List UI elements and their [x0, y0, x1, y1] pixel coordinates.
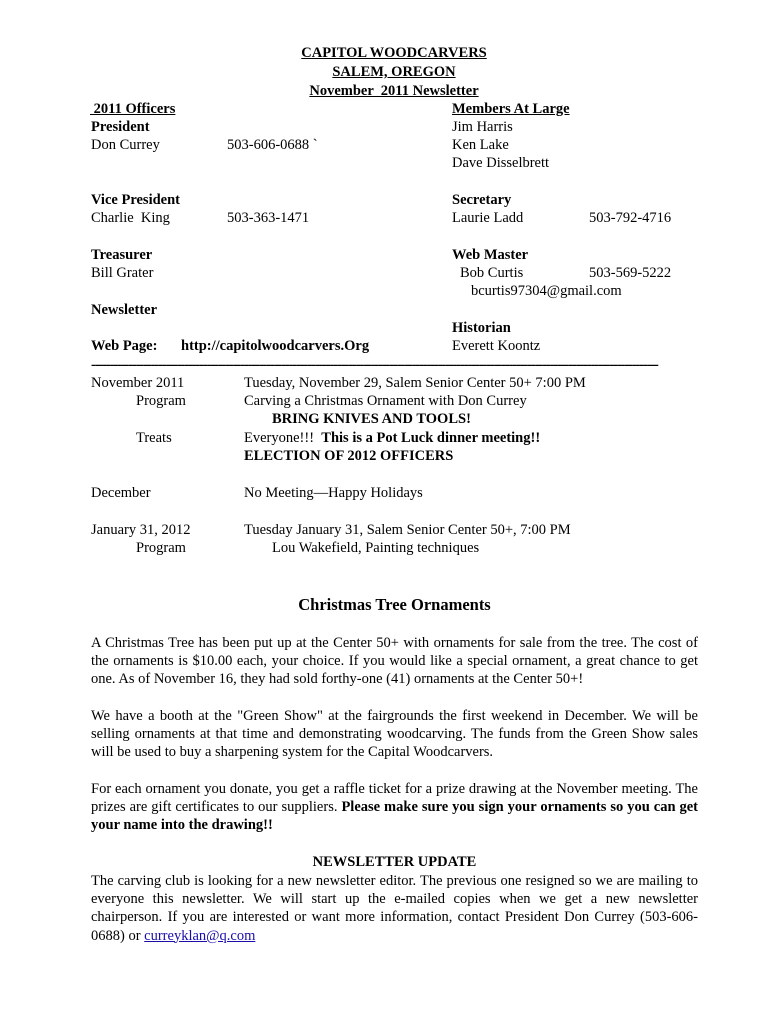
nov-meeting: Tuesday, November 29, Salem Senior Center 50+ 7:00 PM — [244, 375, 586, 391]
nov-program: Carving a Christmas Ornament with Don Currey — [244, 393, 527, 409]
club-city: SALEM, OREGON — [332, 64, 456, 80]
bring-tools-notice: BRING KNIVES AND TOOLS! — [272, 411, 471, 427]
webmaster-phone: 503-569-5222 — [589, 265, 672, 281]
raffle-text: For each ornament you donate, you get a raffle ticket for a prize drawing at the November meeting. The prizes are gift certificates to our suppliers. — [91, 781, 698, 816]
dec-meeting: No Meeting—Happy Holidays — [244, 485, 423, 501]
webmaster-email: bcurtis97304@gmail.com — [471, 283, 622, 299]
webmaster-label: Web Master — [452, 247, 529, 263]
secretary-label: Secretary — [452, 192, 512, 208]
jan-program-label: Program — [136, 540, 186, 556]
jan-label: January 31, 2012 — [91, 522, 191, 538]
ornaments-paragraph-2: We have a booth at the "Green Show" at the fairgrounds the first weekend in December. We will be selling ornaments at that time and demonstrating woodcarving. The funds from the Green Show sales will be used to buy a sharpening system for the Capital Woodcarvers. — [91, 708, 698, 761]
update-text: The carving club is looking for a new newsletter editor. The previous one resigned so we are mailing to everyone this newsletter. We will start up the e-mailed copies when we get a new newsletter chairperson. If you are interested or want more information, contact President Don Currey (503-606-0688) or — [91, 873, 698, 944]
vp-label: Vice President — [91, 192, 180, 208]
newsletter-issue: November 2011 Newsletter — [309, 83, 479, 99]
sign-ornaments-notice: Please make sure you sign your ornaments so you can get your name into the drawing!! — [91, 799, 698, 834]
president-phone: 503-606-0688 ` — [227, 137, 318, 153]
officers-heading: 2011 Officers — [90, 101, 176, 117]
ornaments-paragraph-1: A Christmas Tree has been put up at the Center 50+ with ornaments for sale from the tree. The cost of the ornaments is $10.00 each, your choice. If you would like a special ornament, a great chance to get one. As of November 16, they had sold forthy-one (41) ornaments at the Center 50+! — [91, 635, 698, 688]
newsletter-update-body — [91, 872, 698, 945]
historian-name: Everett Koontz — [452, 338, 541, 354]
newsletter-label: Newsletter — [91, 302, 158, 318]
members-at-large-heading: Members At Large — [452, 101, 570, 117]
webmaster-name: Bob Curtis — [460, 265, 524, 281]
president-name: Don Currey — [91, 137, 160, 153]
contact-email-link[interactable]: curreyklan@q.com — [144, 927, 256, 944]
member-2: Ken Lake — [452, 137, 509, 153]
jan-program: Lou Wakefield, Painting techniques — [272, 540, 480, 556]
historian-label: Historian — [452, 320, 511, 336]
jan-meeting: Tuesday January 31, Salem Senior Center 50+, 7:00 PM — [244, 522, 571, 538]
member-1: Jim Harris — [452, 119, 513, 135]
potluck-notice: This is a Pot Luck dinner meeting!! — [321, 430, 541, 446]
newsletter-update-heading: NEWSLETTER UPDATE — [312, 854, 477, 870]
webpage-url[interactable]: http://capitolwoodcarvers.Org — [181, 338, 370, 354]
vp-phone: 503-363-1471 — [227, 210, 310, 226]
member-3: Dave Disselbrett — [452, 155, 550, 171]
treats-line — [244, 429, 540, 447]
ornaments-paragraph-3 — [91, 780, 698, 835]
webpage-label: Web Page: — [91, 338, 158, 354]
dash-divider: -------------------------------------------------------------------------------------------------------------------------------------------------------- — [91, 358, 658, 372]
secretary-name: Laurie Ladd — [452, 210, 524, 226]
secretary-phone: 503-792-4716 — [589, 210, 672, 226]
vp-name: Charlie King — [91, 210, 170, 226]
nov-label: November 2011 — [91, 375, 185, 391]
dec-label: December — [91, 485, 151, 501]
treats-prefix: Everyone!!! — [244, 430, 322, 446]
treasurer-name: Bill Grater — [91, 265, 154, 281]
club-name: CAPITOL WOODCARVERS — [301, 45, 487, 61]
nov-program-label: Program — [136, 393, 186, 409]
treasurer-label: Treasurer — [91, 247, 153, 263]
treats-label: Treats — [136, 430, 172, 446]
president-label: President — [91, 119, 150, 135]
election-notice: ELECTION OF 2012 OFFICERS — [244, 448, 454, 464]
ornaments-title: Christmas Tree Ornaments — [298, 595, 491, 614]
